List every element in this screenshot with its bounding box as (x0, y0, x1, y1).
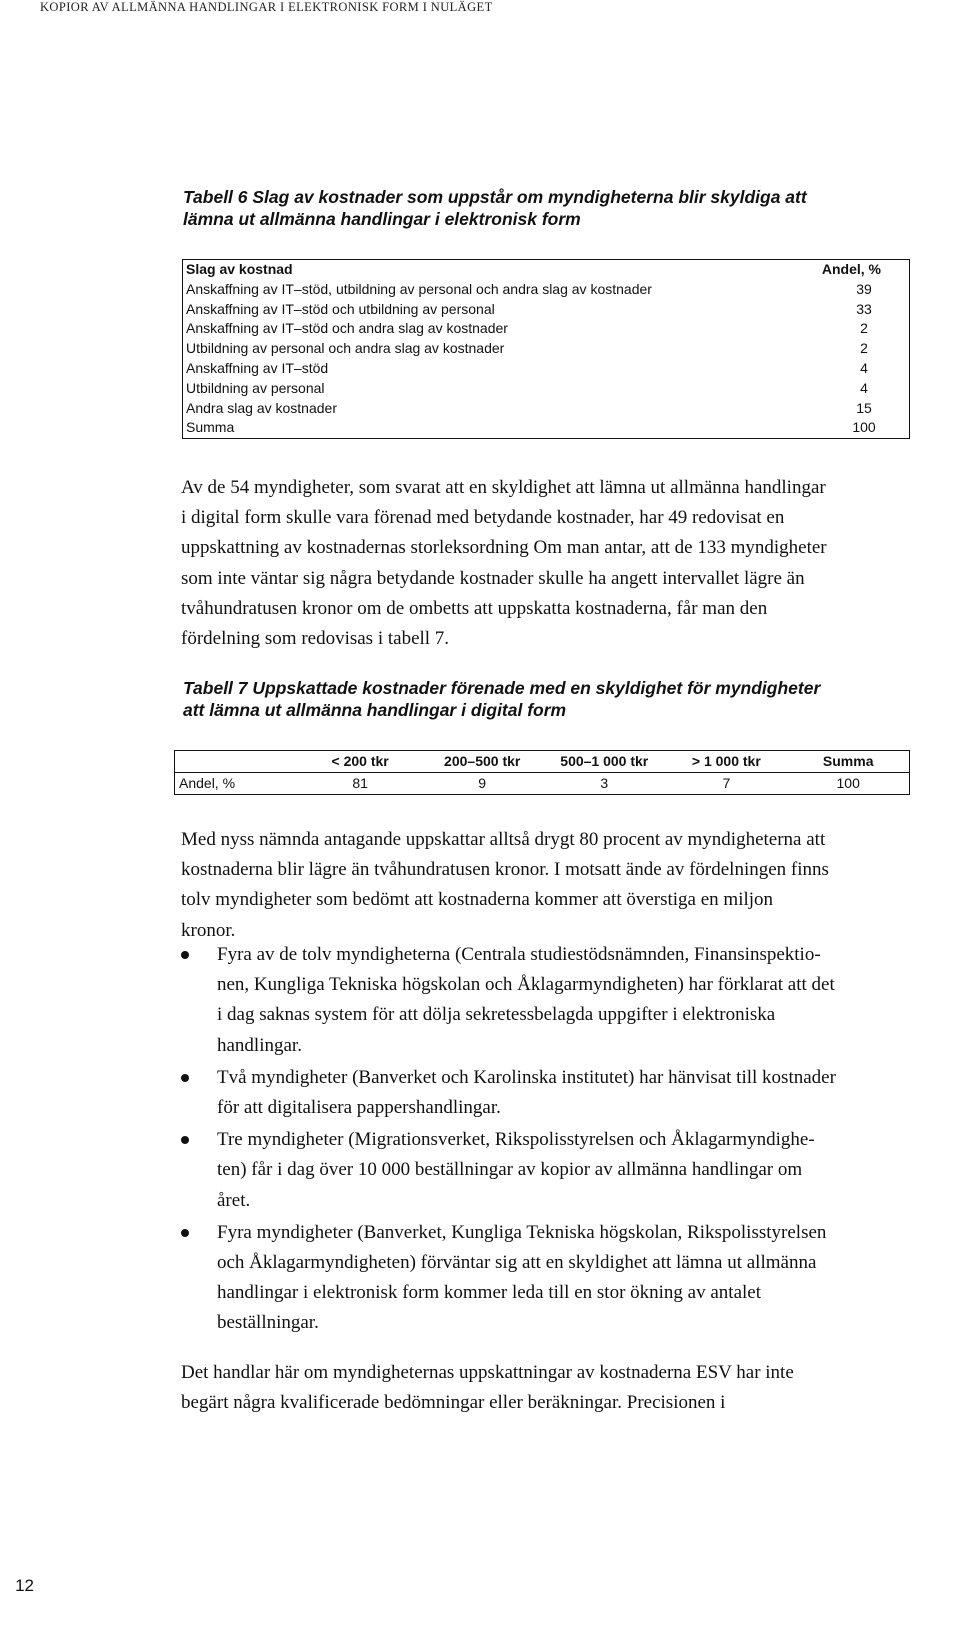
text-line: året. (217, 1189, 251, 1211)
list-item (181, 1218, 921, 1339)
text-line: Fyra av de tolv myndigheterna (Centrala studiestödsnämnden, Finansinspektio- (217, 944, 821, 965)
text-line: handlingar. (217, 1034, 302, 1056)
row-value: 4 (860, 359, 868, 376)
text-line: uppskattning av kostnadernas storleksordning Om man antar, att de 133 myndigheter (181, 537, 827, 559)
text-line: i dag saknas system för att dölja sekretessbelagda uppgifter i elektroniska (217, 1004, 776, 1026)
row-label: Anskaffning av IT–stöd och andra slag av kostnader (186, 320, 508, 337)
row-label: Andel, % (179, 775, 236, 791)
bullet-icon (181, 951, 189, 959)
text-line: Fyra myndigheter (Banverket, Kungliga Tekniska högskolan, Rikspolisstyrelsen (217, 1221, 827, 1243)
text-line: som inte väntar sig några betydande kostnader skulle ha angett intervallet lägre än (181, 567, 805, 589)
list-item (181, 1125, 921, 1216)
row-label: Andra slag av kostnader (186, 399, 337, 416)
table-row (183, 280, 910, 300)
table-header-row (175, 751, 910, 773)
bullet-icon (181, 1136, 189, 1144)
header-200-500: 200–500 tkr (421, 751, 543, 773)
header-over-1000: > 1 000 tkr (665, 751, 787, 773)
header-share: Andel, % (821, 261, 881, 277)
text-line: kronor. (181, 919, 236, 941)
cost-types-table (182, 259, 910, 439)
paragraph-estimate (181, 825, 911, 946)
row-value: 33 (856, 300, 872, 317)
text-line: Två myndigheter (Banverket och Karolinska institutet) har hänvisat till kostnader (217, 1066, 836, 1088)
table-row (183, 300, 910, 320)
paragraph-precision (181, 1358, 911, 1418)
text-line: nen, Kungliga Tekniska högskolan och Åklagarmyndigheten) har förklarat att det (217, 974, 835, 996)
cell-total: 100 (836, 775, 860, 791)
table6-caption (183, 186, 903, 230)
table6-caption-line: lämna ut allmänna handlingar i elektronisk form (183, 209, 581, 229)
text-line: tvåhundratusen kronor om de ombetts att uppskatta kostnaderna, får man den (181, 597, 768, 619)
row-value: 100 (852, 419, 876, 436)
table6-caption-line: Tabell 6 Slag av kostnader som uppstår om myndigheterna blir skyldiga att (183, 187, 807, 207)
row-value: 15 (856, 399, 872, 416)
text-line: i digital form skulle vara förenad med betydande kostnader, har 49 redovisat en (181, 507, 785, 529)
text-line: Av de 54 myndigheter, som svarat att en skyldighet att lämna ut allmänna handlingar (181, 477, 826, 498)
text-line: fördelning som redovisas i tabell 7. (181, 628, 450, 650)
bullet-icon (181, 1074, 189, 1082)
text-line: kostnaderna blir lägre än tvåhundratusen kronor. I motsatt ände av fördelningen finns (181, 859, 829, 881)
text-line: tolv myndigheter som bedömt att kostnaderna kommer att överstiga en miljon (181, 889, 774, 911)
paragraph-survey-results (181, 473, 911, 654)
table7-caption-line: Tabell 7 Uppskattade kostnader förenade med en skyldighet för myndigheter (183, 678, 821, 698)
table-row (175, 773, 910, 795)
list-item (181, 1063, 921, 1123)
table-row (183, 319, 910, 339)
text-line: Det handlar här om myndigheternas uppskattningar av kostnaderna ESV har inte (181, 1362, 794, 1383)
header-500-1000: 500–1 000 tkr (543, 751, 665, 773)
bullet-list (181, 940, 921, 1339)
table-row-total (183, 418, 910, 438)
estimated-costs-table (174, 750, 910, 795)
text-line: beställningar. (217, 1312, 319, 1334)
list-item (181, 940, 921, 1061)
header-total: Summa (787, 751, 909, 773)
table7-caption-line: att lämna ut allmänna handlingar i digital form (183, 700, 567, 720)
row-label: Utbildning av personal och andra slag av kostnader (186, 340, 505, 357)
table-row (183, 359, 910, 379)
row-label: Anskaffning av IT–stöd (186, 359, 329, 376)
row-value: 2 (860, 340, 868, 357)
table-row (183, 399, 910, 419)
running-head: KOPIOR AV ALLMÄNNA HANDLINGAR I ELEKTRONISK FORM I NULÄGET (40, 0, 493, 14)
row-label: Anskaffning av IT–stöd och utbildning av personal (186, 300, 495, 317)
cell-500-1000: 3 (600, 775, 609, 791)
text-line: begärt några kvalificerade bedömningar eller beräkningar. Precisionen i (181, 1392, 726, 1414)
row-label: Anskaffning av IT–stöd, utbildning av personal och andra slag av kostnader (186, 280, 652, 297)
row-value: 2 (860, 320, 868, 337)
text-line: Med nyss nämnda antagande uppskattar alltså drygt 80 procent av myndigheterna att (181, 829, 826, 850)
page-number: 12 (15, 1576, 34, 1595)
header-cost-type: Slag av kostnad (186, 261, 293, 277)
row-label: Utbildning av personal (186, 379, 325, 396)
table-row (183, 379, 910, 399)
table-header-row (183, 260, 910, 280)
cell-under-200: 81 (352, 775, 368, 791)
cell-over-1000: 7 (722, 775, 731, 791)
text-line: för att digitalisera pappershandlingar. (217, 1097, 501, 1119)
row-value: 4 (860, 379, 868, 396)
bullet-icon (181, 1229, 189, 1237)
cell-200-500: 9 (478, 775, 487, 791)
table7-caption (183, 677, 903, 721)
text-line: Tre myndigheter (Migrationsverket, Rikspolisstyrelsen och Åklagarmyndighe- (217, 1129, 815, 1151)
header-under-200: < 200 tkr (299, 751, 421, 773)
header-empty (175, 751, 300, 773)
text-line: ten) får i dag över 10 000 beställningar av kopior av allmänna handlingar om (217, 1159, 803, 1181)
row-label: Summa (186, 419, 235, 436)
text-line: handlingar i elektronisk form kommer leda till en stor ökning av antalet (217, 1282, 761, 1304)
row-value: 39 (856, 280, 872, 297)
text-line: och Åklagarmyndigheten) förväntar sig att en skyldighet att lämna ut allmänna (217, 1252, 817, 1274)
table-row (183, 339, 910, 359)
